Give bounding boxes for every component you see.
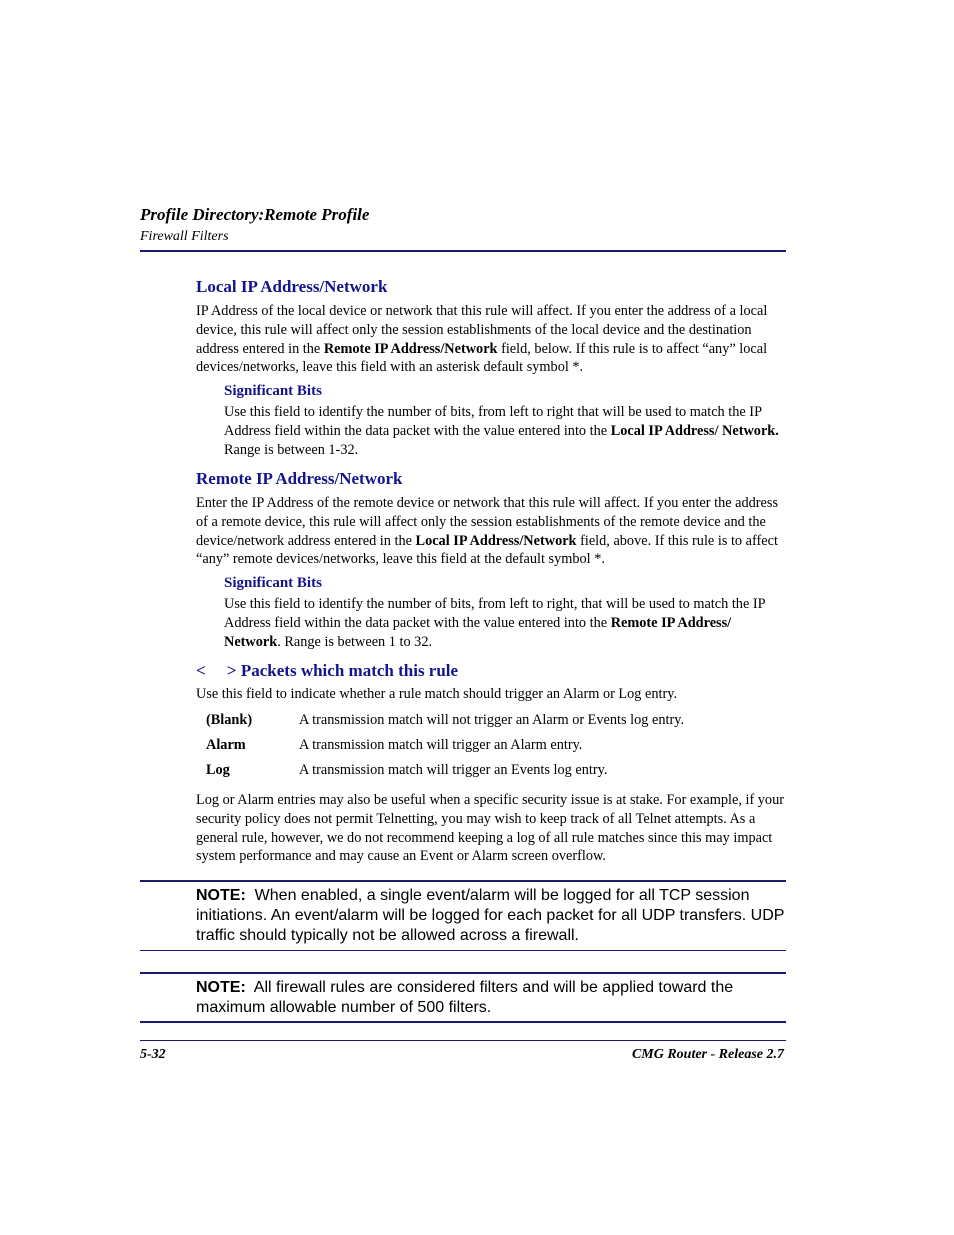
packets-closing-paragraph: Log or Alarm entries may also be useful when a specific security issue is at stake. For example, if your security policy does not permit Telnetting, you may wish to keep track of all Telnet attempts. As a general rule, however, we do not recommend keeping a log of all rule matches since this may impact system performance and may cause an Event or Alarm screen overflow.: [196, 792, 784, 865]
packets-intro: Use this field to indicate whether a rule match should trigger an Alarm or Log entry.: [196, 686, 678, 702]
note-box: NOTE: When enabled, a single event/alarm will be logged for all TCP session initiations. An event/alarm will be logged for each packet for all UDP transfers. UDP traffic should typically not be allowed across a firewall.: [196, 887, 789, 944]
remote-ip-heading: Remote IP Address/Network: [196, 469, 403, 488]
local-significant-bits-description: Use this field to identify the number of bits, from left to right that will be used to match the IP Address field within the data packet with the value entered into the Local IP Address/ Network. Range is between 1-32.: [224, 404, 779, 458]
footer-divider: [140, 1040, 786, 1041]
option-description: A transmission match will trigger an Events log entry.: [299, 762, 608, 778]
header-divider: [140, 250, 786, 252]
packets-match-heading: < > Packets which match this rule: [196, 661, 459, 680]
option-description: A transmission match will trigger an Alarm entry.: [299, 737, 583, 753]
remote-ip-description: Enter the IP Address of the remote device or network that this rule will affect. If you enter the address of a remote device, this rule will affect only the session establishments of the remote device and the device/network address entered in the Local IP Address/Network field, above. If this rule is to affect “any” remote devices/networks, leave this field at the default symbol *.: [196, 495, 779, 568]
remote-significant-bits-heading: Significant Bits: [224, 575, 322, 591]
option-key: Log: [206, 762, 230, 778]
local-significant-bits-heading: Significant Bits: [224, 383, 322, 399]
local-ip-description: IP Address of the local device or network that this rule will affect. If you enter the address of a local device, this rule will affect only the session establishments of the local device and the destination address entered in the Remote IP Address/Network field, below. If this rule is to affect “any” local devices/networks, leave this field with an asterisk default symbol *.: [196, 303, 768, 376]
note-box: NOTE: All firewall rules are considered filters and will be applied toward the maximum allowable number of 500 filters.: [196, 979, 738, 1016]
option-description: A transmission match will not trigger an Alarm or Events log entry.: [299, 712, 685, 728]
local-ip-heading: Local IP Address/Network: [196, 277, 388, 296]
section-subtitle: Firewall Filters: [140, 229, 229, 244]
remote-significant-bits-description: Use this field to identify the number of bits, from left to right, that will be used to match the IP Address field within the data packet with the value entered into the Remote IP Address/ Network. Range is between 1 to 32.: [224, 596, 766, 650]
option-key: Alarm: [206, 737, 246, 753]
chapter-title: Profile Directory:Remote Profile: [140, 205, 370, 224]
option-key: (Blank): [206, 712, 253, 728]
page-number: 5-32: [140, 1047, 166, 1062]
note-divider-top: [140, 972, 786, 974]
note-divider-top: [140, 880, 786, 882]
note-divider-bottom: [140, 1021, 786, 1023]
product-release: CMG Router - Release 2.7: [631, 1047, 784, 1062]
note-divider-bottom: [140, 950, 786, 951]
